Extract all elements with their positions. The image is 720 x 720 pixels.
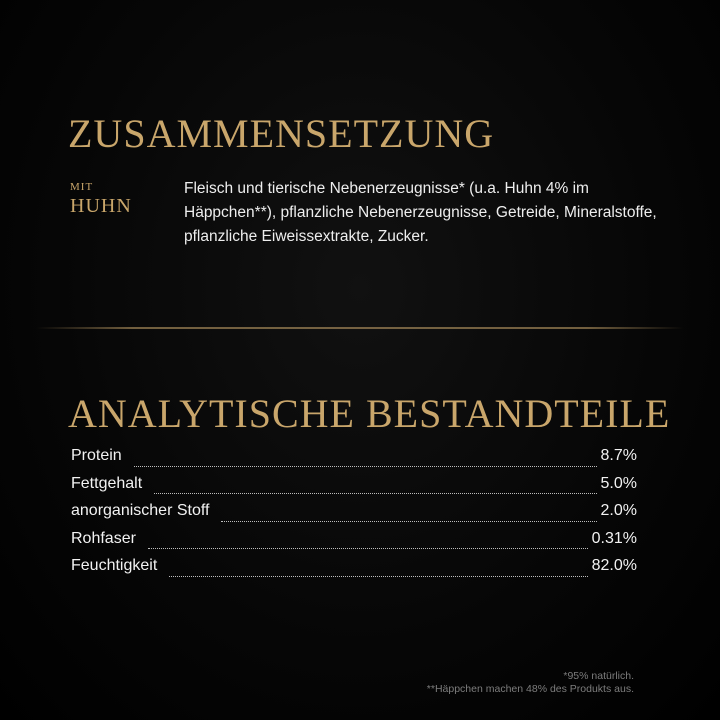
nutrient-row bbox=[71, 475, 637, 503]
nutrient-row bbox=[71, 502, 637, 530]
nutrient-label: Fettgehalt bbox=[71, 474, 143, 492]
nutrient-row bbox=[71, 557, 637, 585]
nutrient-row bbox=[71, 447, 637, 475]
composition-text: Fleisch und tierische Nebenerzeugnisse* (u.a. Huhn 4% im Häppchen**), pflanzliche Nebenerzeugnisse, Getreide, Mineralstoffe, pflanzliche Eiweissextrakte, Zucker. bbox=[184, 180, 657, 245]
section-divider bbox=[36, 327, 684, 329]
dot-leader bbox=[169, 575, 587, 577]
dot-leader bbox=[134, 465, 597, 467]
nutrient-label: Protein bbox=[71, 447, 122, 464]
analysis-heading: ANALYTISCHE BESTANDTEILE bbox=[68, 391, 671, 436]
nutrient-label: Rohfaser bbox=[71, 529, 136, 547]
nutrient-label: anorganischer Stoff bbox=[71, 502, 210, 519]
nutrient-value: 82.0% bbox=[591, 557, 637, 574]
variant-label bbox=[70, 180, 132, 218]
variant-name: HUHN bbox=[70, 195, 132, 217]
nutrient-value: 5.0% bbox=[600, 474, 637, 492]
dot-leader bbox=[221, 520, 596, 522]
nutrient-row bbox=[71, 530, 637, 558]
nutrient-value: 0.31% bbox=[591, 529, 637, 547]
nutrient-value: 2.0% bbox=[600, 502, 637, 519]
variant-prefix: MIT bbox=[70, 181, 94, 193]
nutrient-label: Feuchtigkeit bbox=[71, 557, 158, 574]
composition-heading: ZUSAMMENSETZUNG bbox=[68, 111, 495, 156]
dot-leader bbox=[148, 547, 588, 549]
footnote-chunks: **Häppchen machen 48% des Produkts aus. bbox=[426, 683, 634, 695]
nutrient-table bbox=[71, 447, 637, 585]
dot-leader bbox=[154, 492, 596, 494]
nutrient-value: 8.7% bbox=[600, 447, 637, 464]
footnotes bbox=[427, 670, 634, 696]
footnote-natural: *95% natürlich. bbox=[563, 670, 634, 682]
